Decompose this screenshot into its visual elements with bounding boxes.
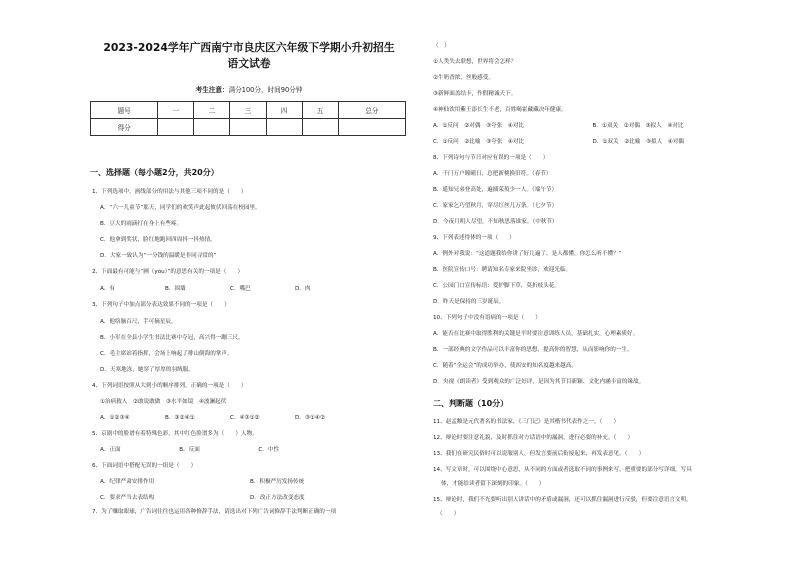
q2-options <box>100 286 360 293</box>
q4-options <box>100 415 360 422</box>
q9-option-c: C．公园门口宣传标语：爱护脚下草，莫折枝头花。 <box>433 283 560 289</box>
q7-options-row1 <box>433 123 723 130</box>
q8-option-c: C．家家乞巧望秋月，穿尽红丝几万条。（七夕节） <box>433 203 558 209</box>
q5-option-b: B．反面 <box>179 447 200 453</box>
score-cell[interactable] <box>158 119 194 136</box>
q4-items: ①治病救人 ②敢说敢做 ③水平如镜 ④波澜起伏 <box>100 399 227 405</box>
question-14: 14、写文章时，可以围绕中心意思，从不同的方面或者选取不同的事例来写，把重要的部分写详细，写具 <box>433 467 692 473</box>
candidate-notice <box>90 84 408 94</box>
question-3: 3、下列句子中加点部分表达效果不同的一项是（ ） <box>92 302 230 308</box>
question-10: 10、下列句子中没有语病的一项是（ ） <box>433 315 541 321</box>
q6-options-row1 <box>100 479 400 486</box>
score-header-cell: 总分 <box>338 102 405 119</box>
question-8: 8、下列诗句与节日对应有误的一项是（ ） <box>433 155 549 161</box>
section1-title: 一、选择题（每小题2分，共20分） <box>90 168 219 177</box>
question-2: 2、下面最有可能与“圃（yòu）”的意思有关的一项是（ ） <box>92 269 244 275</box>
q7-ad-4: ④神仙饮用紫王添长生不老，百姓喝霍藏藏决年健康。 <box>433 107 567 113</box>
q5-option-a: A．正面 <box>100 447 121 453</box>
question-5: 5、京剧中的脸谱有着特殊色彩，其中红色脸谱多为（ ）人物。 <box>92 431 258 437</box>
q8-option-b: B．遥知兄弟登高处，遍插茱萸少一人。（端午节） <box>433 187 558 193</box>
q6-option-d: D．改正方法改变态度 <box>250 495 305 501</box>
q10-option-b: B．一部经典的文学作品可以丰富你的思想，提高你的智慧，从而影响你的一生。 <box>433 347 633 353</box>
q7-option-b: B．①双关 ②对偶 ③拟人 ④对比 <box>592 123 684 129</box>
question-13: 13、我们在研究民俗时可以说服别人，但发言要前后衔接起来，再发表意见。（ ） <box>433 451 645 457</box>
q9-option-b: B．医院宣传口号：聘请知名专家来院坐诊，欢迎光临。 <box>433 267 572 273</box>
q2-option-c: C．嘴巴 <box>230 286 251 292</box>
question-1: 1、下列选项中，画线部分的用法与其他三项不同的是（ ） <box>92 189 247 195</box>
score-header-cell: 一 <box>158 102 194 119</box>
q7-bracket: （ ） <box>433 43 450 49</box>
score-row-label: 得分 <box>91 119 158 136</box>
q1-option-a: A．“六一儿童节”那天，同学们的欢笑声此起彼伏回荡在校园里。 <box>100 205 261 211</box>
section2-title: 二、判断题（10分） <box>433 399 509 408</box>
exam-title-line2: 语文试卷 <box>227 57 271 70</box>
question-14-cont: 体，才能给读者留下深刻的印象。（ ） <box>441 481 545 487</box>
q8-option-a: A．千门万户曈曈日，总把新桃换旧符。（春节） <box>433 171 552 177</box>
q6-options-row2 <box>100 495 400 502</box>
score-header-cell: 四 <box>266 102 302 119</box>
q5-option-c: C．中性 <box>258 447 280 453</box>
score-header-cell: 三 <box>230 102 266 119</box>
score-table-header-row <box>91 102 406 119</box>
q2-option-a: A．有 <box>100 286 116 292</box>
question-15-bracket: （ ） <box>437 511 460 517</box>
q6-option-b: B．积极严厉发扬传统 <box>250 479 305 485</box>
question-6: 6、下面词语中搭配无误的一组是（ ） <box>92 463 197 469</box>
q4-option-d: D．③①④② <box>295 415 325 421</box>
q4-option-c: C．④③①② <box>230 415 260 421</box>
question-4: 4、下列词语按照从大到小的顺序排列，正确的一项是（ ） <box>92 383 247 389</box>
q10-option-a: A．能否在比赛中取得胜利的关键是平时要注意训练人员，基础扎实，心理素质好。 <box>433 331 639 337</box>
q2-option-d: D．肉 <box>295 286 311 292</box>
q1-option-b: B．豆大的雨滴打在身上有些疼。 <box>100 221 183 227</box>
q3-option-d: D．天寒地冻，她穿了厚厚的羽绒服。 <box>100 367 194 373</box>
q7-ad-2: ②牛奶香浓，丝般感受。 <box>433 75 494 81</box>
question-9: 9、下列表述得体的一项（ ） <box>433 235 515 241</box>
q9-option-d: D．昨天是保持的三岁诞辰。 <box>433 299 505 305</box>
q7-options-row2 <box>433 139 723 146</box>
q7-ad-3: ③新鲜面盖结卡，作假精诚天下。 <box>433 91 517 97</box>
score-header-cell: 题号 <box>91 102 158 119</box>
q1-option-d: D．大家一致认为“一分钱的温暖是非同寻常的” <box>100 253 217 259</box>
q2-option-b: B．围墙 <box>165 286 186 292</box>
score-cell[interactable] <box>194 119 230 136</box>
q10-option-d: D．央视《朗读者》受到观众的广泛好评，是因为其节目新颖、文化内涵丰富的缘故。 <box>433 379 645 385</box>
score-table <box>90 101 406 136</box>
q6-option-a: A．纪律严肃安排作用 <box>100 479 155 485</box>
score-cell[interactable] <box>266 119 302 136</box>
notice-label: 考生注意： <box>195 86 229 94</box>
q7-option-c: C．①反问 ②比喻 ③夸张 ④对比 <box>433 139 525 145</box>
score-cell[interactable] <box>338 119 405 136</box>
question-15: 15、辩论时，我们不光要听出别人讲话中的矛盾或漏洞，还可以抓住漏洞进行反驳，但要注意语言文明。 <box>433 497 692 503</box>
q9-option-a: A．例外对我说：“这道题我给你讲了好几遍了，是人都懂，你怎么听不懂？” <box>433 251 622 257</box>
q8-option-d: D．今夜月明人尽望，不知秋思落谁家。（中秋节） <box>433 219 558 225</box>
q4-option-b: B．③②④① <box>165 415 195 421</box>
exam-title-line1: 2023-2024学年广西南宁市良庆区六年级下学期小升初招生 <box>103 41 395 54</box>
q1-option-c: C．他拿到奖状，脸红地跑回四周抖一抖热情。 <box>100 237 216 243</box>
q4-option-a: A．①②③④ <box>100 415 130 421</box>
score-cell[interactable] <box>230 119 266 136</box>
q7-option-a: A．①反问 ②对偶 ③夸张 ④对比 <box>433 123 525 129</box>
question-12: 12、辩论时要注意礼貌，及时抓住对方话语中的漏洞，进行必要的补充。（ ） <box>433 435 634 441</box>
question-7: 7、为了赚取眼球，广告词往往也运用各种修辞手法，请选出对下列广告词修辞手法判断正确的一项 <box>92 509 337 515</box>
exam-title <box>90 40 408 72</box>
q6-option-c: C．要求严当去表结构 <box>100 495 155 501</box>
question-11: 11、赵孟頫是元代著名的书法家，《三门记》是其楷书代表作之一。（ ） <box>433 419 620 425</box>
q3-option-a: A．他络脑百尺，手可摘星辰。 <box>100 319 177 325</box>
q7-option-d: D．①双关 ②比喻 ③拟人 ④对偶 <box>592 139 684 145</box>
score-table-score-row <box>91 119 406 136</box>
q5-options <box>100 447 340 454</box>
score-cell[interactable] <box>302 119 338 136</box>
q7-ad-1: ①人类失去联想，世界将会怎样？ <box>433 59 517 65</box>
score-header-cell: 五 <box>302 102 338 119</box>
q3-option-b: B．小军在全县小学生书法比赛中夺冠，高兴得一蹦三尺。 <box>100 335 244 341</box>
q3-option-c: C．毛主席站着指挥，会场上响起了排山倒海的掌声。 <box>100 351 233 357</box>
notice-text: 满分100分，时间90分钟 <box>228 86 303 94</box>
score-header-cell: 二 <box>194 102 230 119</box>
q10-option-c: C．随着“全运会”的成功举办，使西安的知名度越来越高。 <box>433 363 577 369</box>
